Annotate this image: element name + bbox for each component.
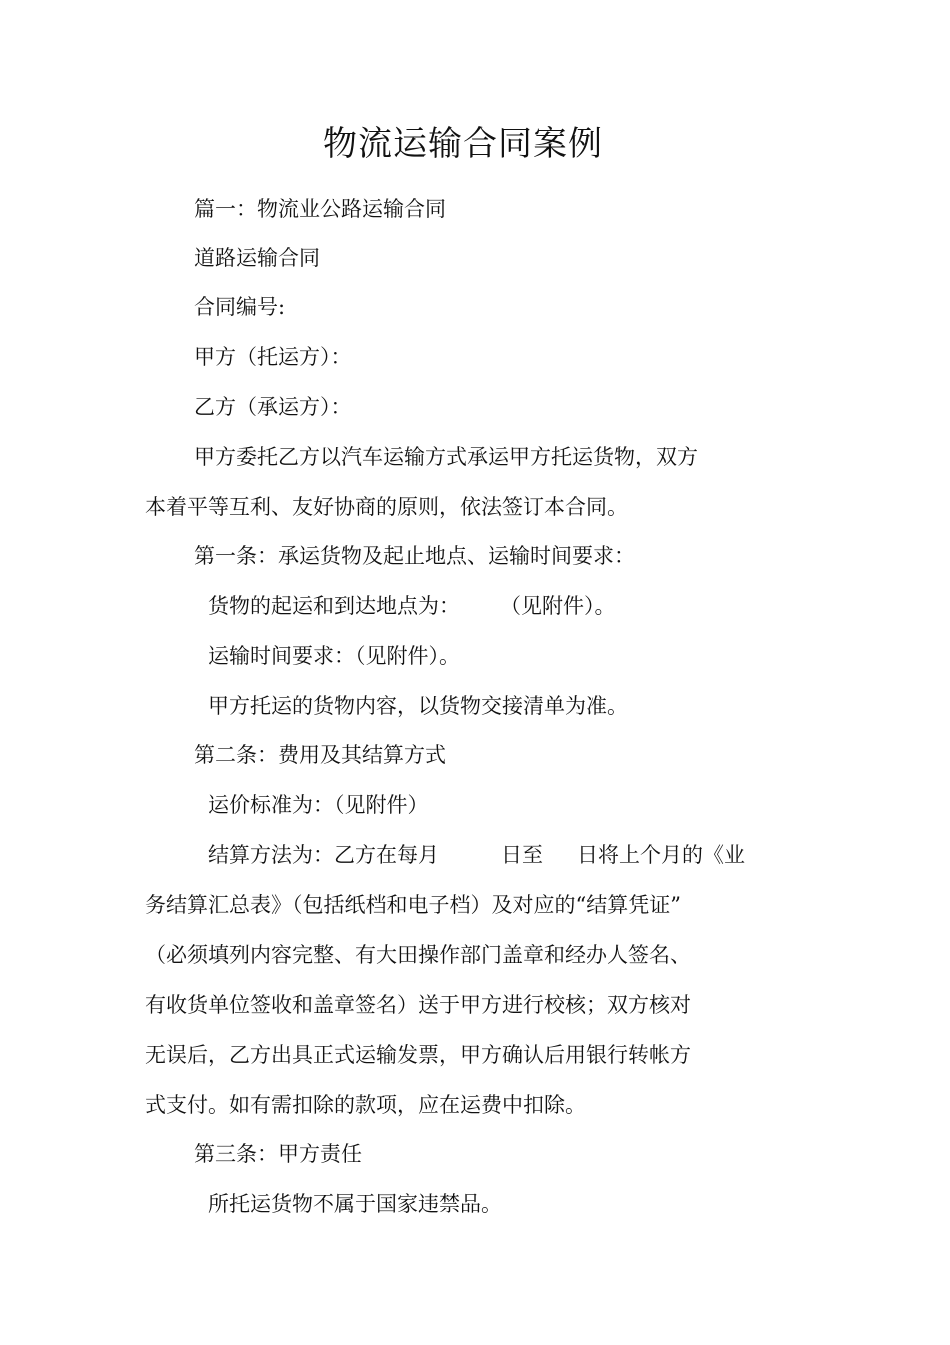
preamble-line-2: 本着平等互利、友好协商的原则，依法签订本合同。 (145, 495, 628, 519)
article-two-settlement-line-3: （必须填列内容完整、有大田操作部门盖章和经办人签名、 (145, 943, 691, 967)
settlement-text-a: 结算方法为：乙方在每月 (208, 843, 439, 867)
article-three-heading: 第三条：甲方责任 (194, 1142, 362, 1166)
contract-number-label: 合同编号: (194, 295, 286, 319)
article-two-settlement-line-2: 务结算汇总表》（包括纸档和电子档）及对应的“结算凭证” (145, 893, 681, 917)
article-two-settlement-line-6: 式支付。如有需扣除的款项，应在运费中扣除。 (145, 1093, 586, 1117)
article-two-rate: 运价标准为：（见附件） (208, 793, 429, 817)
article-two-settlement-line-4: 有收货单位签收和盖章签名）送于甲方进行校核；双方核对 (145, 993, 691, 1017)
article-two-heading: 第二条：费用及其结算方式 (194, 743, 446, 767)
article-one-heading: 第一条：承运货物及起止地点、运输时间要求： (194, 544, 635, 568)
document-title: 物流运输合同案例 (323, 124, 603, 164)
article-two-settlement-line-5: 无误后，乙方出具正式运输发票，甲方确认后用银行转帐方 (145, 1043, 691, 1067)
article-one-time: 运输时间要求：（见附件）。 (208, 644, 460, 668)
party-b-label: 乙方（承运方）： (194, 395, 352, 419)
article-two-settlement-line-1 (208, 840, 745, 870)
contract-name: 道路运输合同 (194, 246, 320, 270)
article-three-item-1: 所托运货物不属于国家违禁品。 (208, 1192, 502, 1216)
party-a-label: 甲方（托运方）： (194, 345, 352, 369)
section-heading-part-one: 篇一：物流业公路运输合同 (194, 197, 446, 221)
settlement-text-b: 日至 (501, 843, 543, 867)
locations-label: 货物的起运和到达地点为： (208, 594, 460, 618)
settlement-text-c: 日将上个月的《业 (577, 843, 745, 867)
article-one-locations (208, 591, 616, 621)
article-one-content: 甲方托运的货物内容，以货物交接清单为准。 (208, 694, 628, 718)
locations-value: （见附件）。 (500, 594, 616, 618)
preamble-line-1: 甲方委托乙方以汽车运输方式承运甲方托运货物，双方 (194, 445, 698, 469)
